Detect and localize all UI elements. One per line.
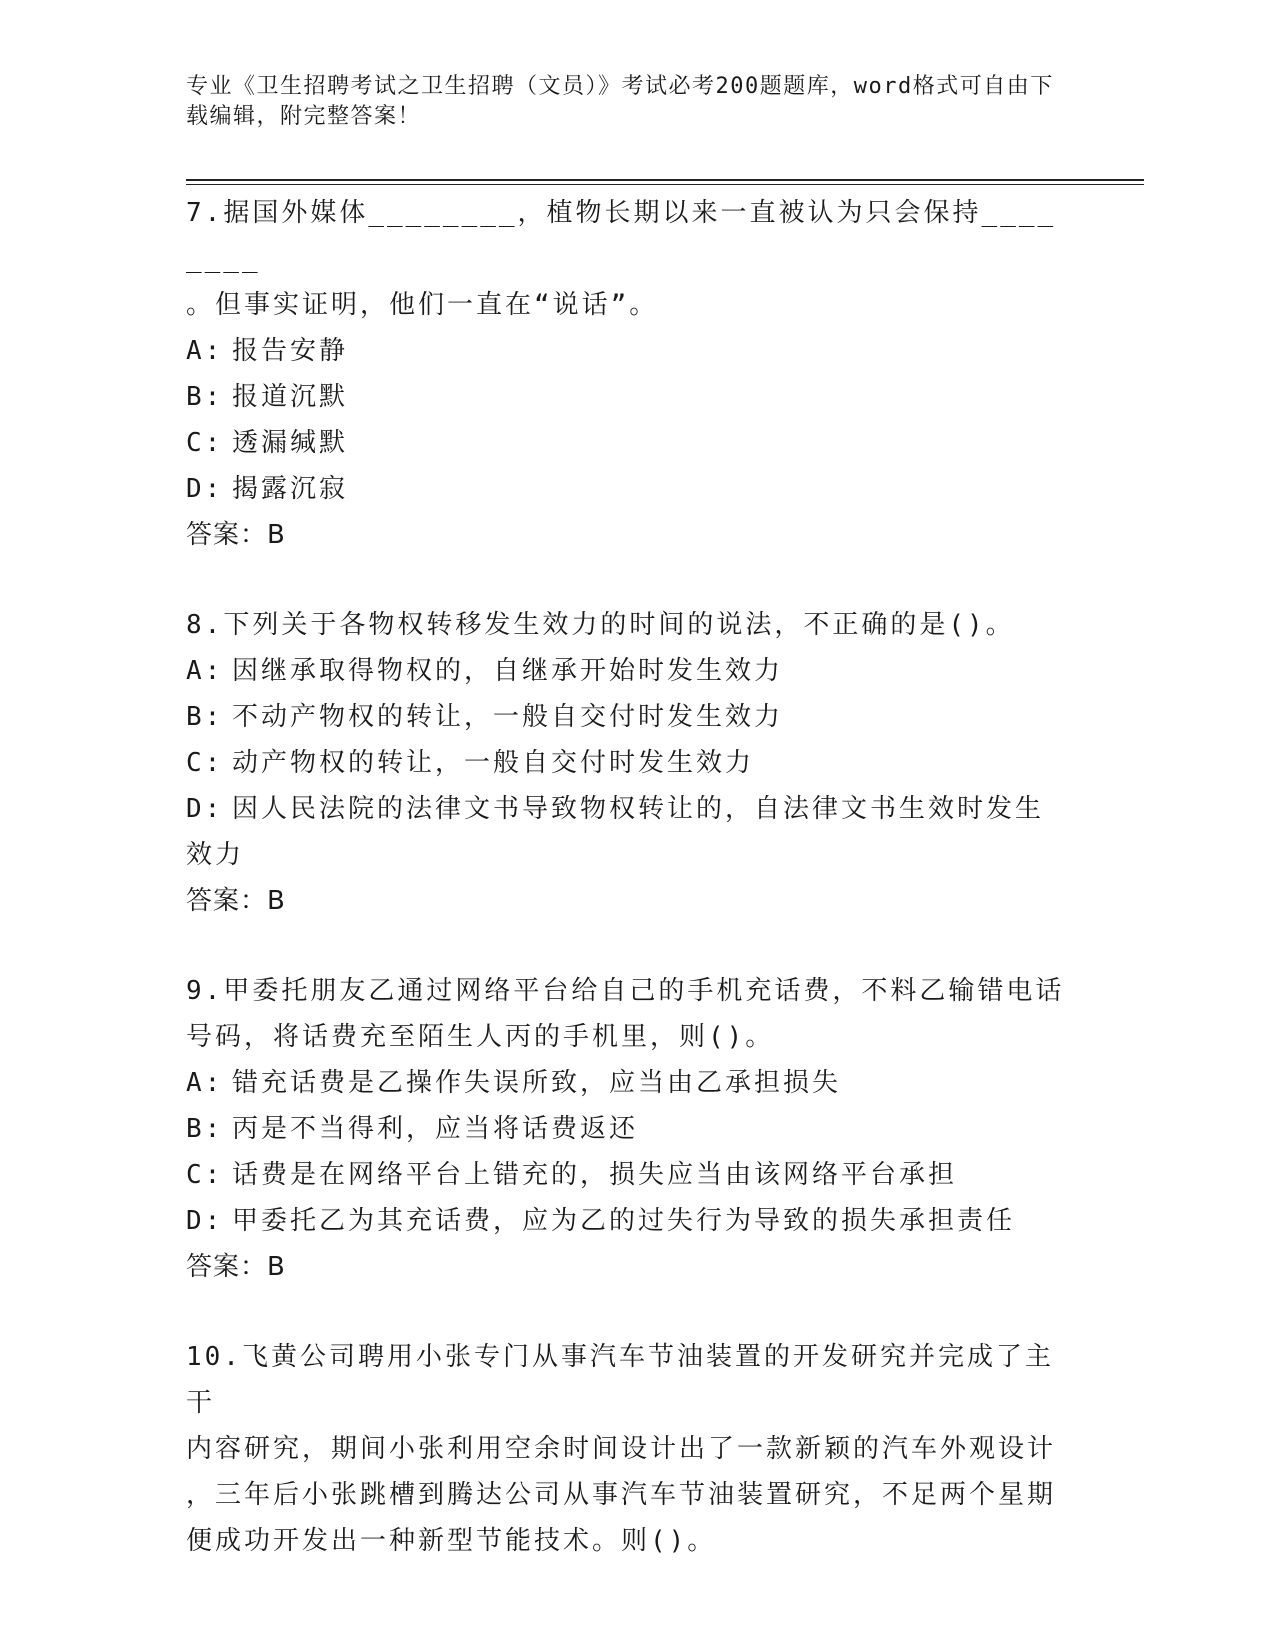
question-number: 9. — [186, 976, 224, 1006]
question-line — [186, 968, 1066, 1014]
question-10 — [186, 1334, 1066, 1564]
option-text: 话费是在网络平台上错充的，损失应当由该网络平台承担 — [232, 1160, 958, 1190]
header-rule-thick — [186, 179, 1144, 181]
question-text: 内容研究，期间小张利用空余时间设计出了一款新颖的汽车外观设计 — [186, 1434, 1057, 1464]
answer-line: 答案：B — [186, 520, 286, 550]
question-line — [186, 1426, 1066, 1472]
option-b — [186, 1106, 1066, 1152]
option-key: C: — [186, 748, 224, 778]
question-8 — [186, 602, 1066, 924]
option-text: 因继承取得物权的，自继承开始时发生效力 — [232, 656, 784, 686]
option-text: 因人民法院的法律文书导致物权转让的，自法律文书生效时发生效力 — [186, 794, 1045, 870]
question-text: 号码，将话费充至陌生人丙的手机里，则()。 — [186, 1022, 775, 1052]
header-rule-thin — [186, 184, 1144, 185]
question-text: 下列关于各物权转移发生效力的时间的说法，不正确的是()。 — [223, 610, 1015, 640]
option-a — [186, 648, 1066, 694]
option-b — [186, 694, 1066, 740]
option-c — [186, 740, 1066, 786]
option-key: D: — [186, 1206, 224, 1236]
option-text: 报道沉默 — [232, 382, 349, 412]
option-text: 动产物权的转让，一般自交付时发生效力 — [232, 748, 755, 778]
option-text: 丙是不当得利，应当将话费返还 — [232, 1114, 639, 1144]
option-key: C: — [186, 1160, 224, 1190]
option-d — [186, 466, 1066, 512]
question-text: 飞黄公司聘用小张专门从事汽车节油装置的开发研究并完成了主干 — [186, 1342, 1054, 1418]
option-key: B: — [186, 702, 224, 732]
question-7 — [186, 190, 1066, 558]
question-text: 便成功开发出一种新型节能技术。则()。 — [186, 1526, 717, 1556]
option-key: A: — [186, 656, 224, 686]
question-number: 10. — [186, 1342, 242, 1372]
option-key: B: — [186, 382, 224, 412]
option-a — [186, 1060, 1066, 1106]
option-text: 甲委托乙为其充话费，应为乙的过失行为导致的损失承担责任 — [232, 1206, 1016, 1236]
option-text: 不动产物权的转让，一般自交付时发生效力 — [232, 702, 784, 732]
option-text: 透漏缄默 — [232, 428, 349, 458]
option-text: 报告安静 — [232, 336, 349, 366]
option-key: D: — [186, 794, 224, 824]
option-key: C: — [186, 428, 224, 458]
question-list — [186, 190, 1066, 1608]
option-c — [186, 420, 1066, 466]
question-text: ，三年后小张跳槽到腾达公司从事汽车节油装置研究，不足两个星期 — [186, 1480, 1057, 1510]
question-line — [186, 282, 1066, 328]
question-number: 7. — [186, 198, 224, 228]
option-d — [186, 786, 1066, 878]
option-key: A: — [186, 1068, 224, 1098]
question-line — [186, 1472, 1066, 1518]
option-c — [186, 1152, 1066, 1198]
option-b — [186, 374, 1066, 420]
question-line — [186, 1014, 1066, 1060]
question-number: 8. — [186, 610, 224, 640]
option-text: 错充话费是乙操作失误所致，应当由乙承担损失 — [232, 1068, 842, 1098]
question-line — [186, 1518, 1066, 1564]
question-line — [186, 602, 1066, 648]
question-9 — [186, 968, 1066, 1290]
option-text: 揭露沉寂 — [232, 474, 349, 504]
document-header — [186, 72, 1066, 132]
answer-line: 答案：B — [186, 1252, 286, 1282]
option-key: A: — [186, 336, 224, 366]
question-line — [186, 190, 1066, 282]
answer-line: 答案：B — [186, 886, 286, 916]
option-a — [186, 328, 1066, 374]
option-key: B: — [186, 1114, 224, 1144]
question-line — [186, 1334, 1066, 1426]
question-text: 据国外媒体________，植物长期以来一直被认为只会保持________ — [186, 198, 1057, 274]
question-text: 。但事实证明，他们一直在“说话”。 — [186, 290, 659, 320]
question-text: 甲委托朋友乙通过网络平台给自己的手机充话费，不料乙输错电话 — [223, 976, 1065, 1006]
header-text: 专业《卫生招聘考试之卫生招聘（文员）》考试必考200题题库，word格式可自由下载编辑，附完整答案！ — [186, 74, 1054, 129]
option-d — [186, 1198, 1066, 1244]
option-key: D: — [186, 474, 224, 504]
